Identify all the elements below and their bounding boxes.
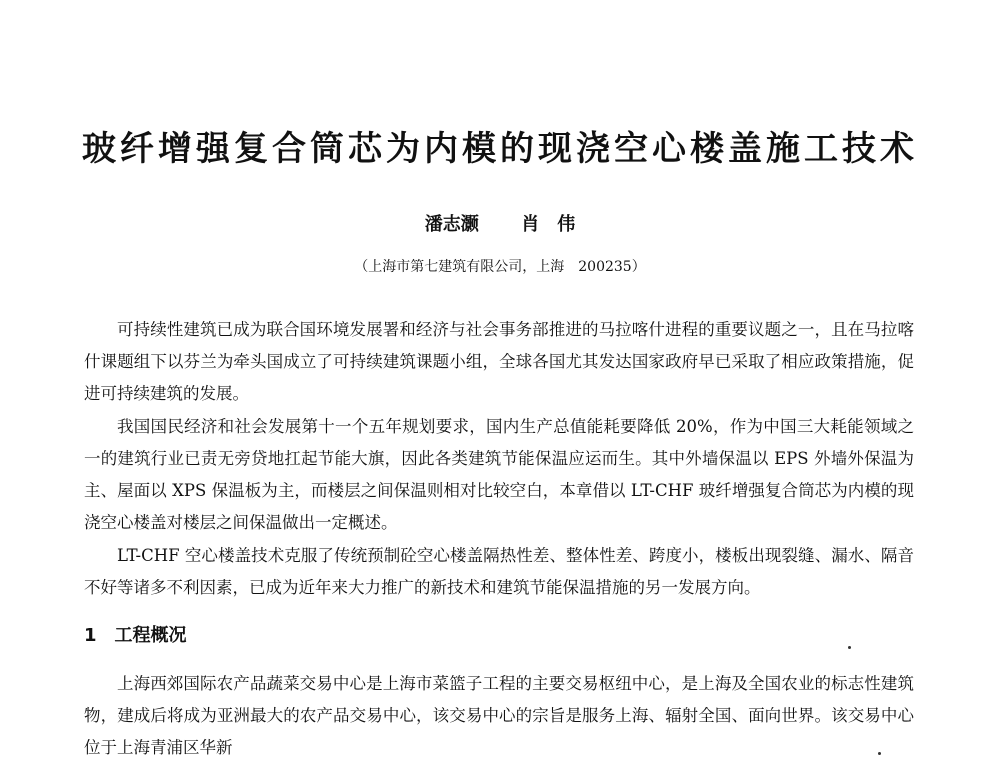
paper-title: 玻纤增强复合筒芯为内模的现浇空心楼盖施工技术 [82, 129, 918, 169]
author-line [0, 212, 1000, 238]
scan-speck-decoration [878, 752, 881, 755]
section-heading: 1 工程概况 [84, 625, 187, 646]
intro-paragraph: LT-CHF 空心楼盖技术克服了传统预制砼空心楼盖隔热性差、整体性差、跨度小，楼板出现裂缝、漏水、隔音不好等诸多不利因素，已成为近年来大力推广的新技术和建筑节能保温措施的另一发展方向。 [84, 546, 914, 597]
intro-paragraph: 可持续性建筑已成为联合国环境发展署和经济与社会事务部推进的马拉喀什进程的重要议题之一，且在马拉喀什课题组下以芬兰为牵头国成立了可持续建筑课题小组，全球各国尤其发达国家政府早已采取了相应政策措施，促进可持续建筑的发展。 [84, 320, 914, 403]
author-name: 潘志灏 [424, 214, 479, 235]
intro-paragraph: 我国国民经济和社会发展第十一个五年规划要求，国内生产总值能耗要降低 20%，作为中国三大耗能领域之一的建筑行业已责无旁贷地扛起节能大旗，因此各类建筑节能保温应运而生。其中外墙保温以 EPS 外墙外保温为主、屋面以 XPS 保温板为主，而楼层之间保温则相对比较空白，本章借以 LT-CHF 玻纤增强复合筒芯为内模的现浇空心楼盖对楼层之间保温做出一定概述。 [84, 417, 914, 532]
scan-speck-decoration [848, 646, 851, 649]
section-paragraph: 上海西郊国际农产品蔬菜交易中心是上海市菜篮子工程的主要交易枢纽中心，是上海及全国农业的标志性建筑物，建成后将成为亚洲最大的农产品交易中心，该交易中心的宗旨是服务上海、辐射全国、面向世界。该交易中心位于上海青浦区华新 [84, 674, 914, 757]
author-name: 肖 伟 [521, 214, 576, 235]
author-affiliation: （上海市第七建筑有限公司，上海 200235） [354, 259, 646, 275]
